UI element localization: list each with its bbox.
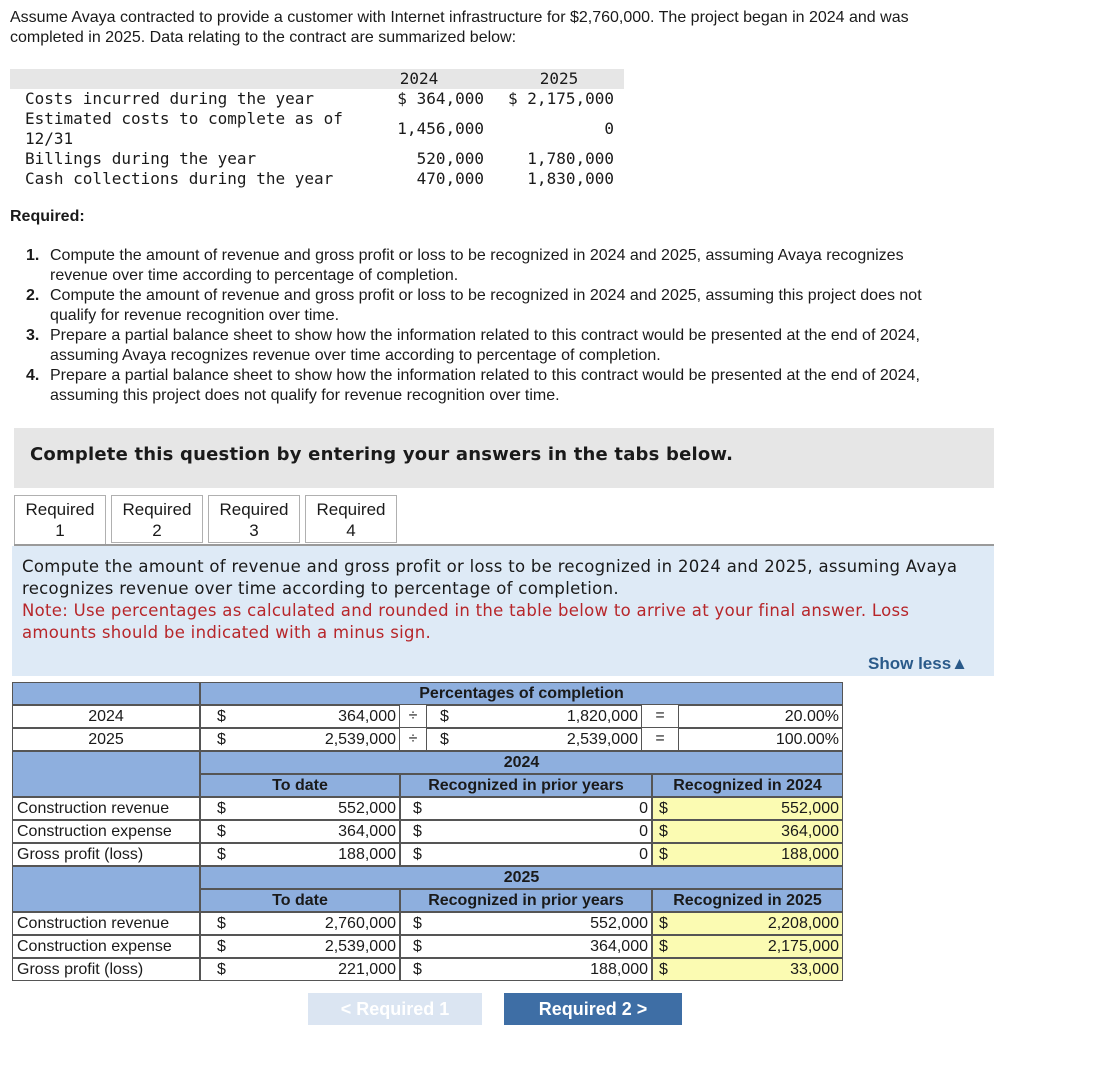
value-2025: 0 — [604, 119, 614, 138]
dollar-sign: $ — [217, 938, 226, 955]
divide-sign: ÷ — [400, 705, 426, 728]
pct-numerator-cell — [200, 728, 400, 751]
dollar-sign: $ — [413, 800, 422, 817]
header-2025: 2025 — [539, 69, 579, 88]
panel-instruction: Compute the amount of revenue and gross profit or loss to be recognized in 2024 and 2025, assuming Avaya recognizes revenue over time according to percentage of completion. — [22, 557, 958, 598]
panel-note: Note: Use percentages as calculated and rounded in the table below to arrive at your final answer. Loss amounts should be indicated with a minus sign. — [22, 601, 910, 642]
req-text: Compute the amount of revenue and gross profit or loss to be recognized in 2024 and 2025, assuming this project does not qualify for revenue recognition over time. — [50, 287, 922, 324]
dollar-sign: $ — [659, 915, 668, 932]
prior-value: 0 — [639, 846, 648, 863]
to-date-cell[interactable] — [200, 935, 400, 958]
current-value: 2,208,000 — [767, 915, 839, 932]
value-2024: 1,456,000 — [397, 119, 484, 138]
row-label: Costs incurred during the year — [25, 89, 314, 108]
value-2025: 1,830,000 — [527, 169, 614, 188]
col-prior: Recognized in prior years — [400, 889, 652, 912]
prior-value: 552,000 — [590, 915, 648, 932]
section-year: 2025 — [200, 866, 843, 889]
dollar-sign: $ — [659, 938, 668, 955]
value-2025: $ 2,175,000 — [508, 89, 614, 108]
row-label-cont: 12/31 — [25, 129, 74, 148]
row-label: Construction expense — [12, 820, 200, 843]
value-2025: 1,780,000 — [527, 149, 614, 168]
pct-title: Percentages of completion — [200, 682, 843, 705]
row-label: Construction revenue — [12, 797, 200, 820]
to-date-value: 2,539,000 — [324, 938, 396, 955]
requirement-item — [26, 366, 926, 406]
pct-result: 100.00% — [678, 728, 843, 751]
tab-number: 1 — [55, 521, 65, 540]
row-label: Gross profit (loss) — [12, 843, 200, 866]
current-value: 188,000 — [781, 846, 839, 863]
pct-denominator[interactable]: 2,539,000 — [566, 731, 638, 748]
pct-numerator-cell — [200, 705, 400, 728]
requirement-item — [26, 286, 926, 326]
req-number: 4. — [26, 367, 40, 384]
to-date-value: 2,760,000 — [324, 915, 396, 932]
value-2024: 470,000 — [416, 169, 484, 188]
current-cell — [652, 820, 843, 843]
data-table-header — [10, 69, 624, 89]
instruction-panel — [12, 546, 994, 676]
pct-denominator-cell — [426, 705, 642, 728]
row-label: Billings during the year — [25, 149, 257, 168]
prior-value: 188,000 — [590, 961, 648, 978]
value-2024: $ 364,000 — [397, 89, 484, 108]
divide-sign: ÷ — [400, 728, 426, 751]
contract-data-table — [10, 69, 624, 189]
prev-required-1-button[interactable]: < Required 1 — [308, 993, 482, 1025]
row-label: Estimated costs to complete as of — [25, 109, 343, 128]
to-date-value: 221,000 — [338, 961, 396, 978]
prior-value: 0 — [639, 800, 648, 817]
prior-cell[interactable] — [400, 912, 652, 935]
req-text: Prepare a partial balance sheet to show how the information related to this contract would be presented at the end of 2024, assuming this project does not qualify for revenue recognition over time. — [50, 367, 920, 404]
tab-required-3[interactable] — [208, 495, 300, 543]
dollar-sign: $ — [217, 731, 226, 748]
requirement-item — [26, 246, 926, 286]
to-date-value: 364,000 — [338, 823, 396, 840]
blank-header — [12, 866, 200, 912]
dollar-sign: $ — [217, 915, 226, 932]
tab-label: Required — [122, 500, 192, 519]
current-value: 364,000 — [781, 823, 839, 840]
to-date-cell[interactable] — [200, 958, 400, 981]
blank-header — [12, 682, 200, 705]
to-date-cell[interactable] — [200, 797, 400, 820]
dollar-sign: $ — [659, 961, 668, 978]
row-label: Gross profit (loss) — [12, 958, 200, 981]
next-required-2-button[interactable]: Required 2 > — [504, 993, 682, 1025]
prior-cell[interactable] — [400, 843, 652, 866]
dollar-sign: $ — [413, 961, 422, 978]
current-value: 552,000 — [781, 800, 839, 817]
data-row — [10, 89, 624, 109]
tab-label: Required — [219, 500, 289, 519]
current-value: 33,000 — [790, 961, 839, 978]
col-to-date: To date — [200, 889, 400, 912]
pct-numerator[interactable]: 364,000 — [338, 708, 396, 725]
row-label: Construction expense — [12, 935, 200, 958]
requirements-list — [26, 246, 926, 406]
equals-sign: = — [642, 728, 678, 751]
current-cell — [652, 912, 843, 935]
dollar-sign: $ — [413, 938, 422, 955]
col-current: Recognized in 2024 — [652, 774, 843, 797]
dollar-sign: $ — [659, 846, 668, 863]
header-2024: 2024 — [399, 69, 439, 88]
current-value: 2,175,000 — [767, 938, 839, 955]
prior-cell[interactable] — [400, 958, 652, 981]
tab-required-1[interactable] — [14, 495, 106, 545]
to-date-value: 552,000 — [338, 800, 396, 817]
prior-cell[interactable] — [400, 820, 652, 843]
section-year: 2024 — [200, 751, 843, 774]
prior-value: 364,000 — [590, 938, 648, 955]
data-row — [10, 109, 624, 138]
panel-text — [22, 556, 977, 644]
tab-required-4[interactable] — [305, 495, 397, 543]
req-text: Compute the amount of revenue and gross profit or loss to be recognized in 2024 and 2025, assuming Avaya recognizes revenue over time according to percentage of completion. — [50, 247, 904, 284]
req-number: 2. — [26, 287, 40, 304]
col-to-date: To date — [200, 774, 400, 797]
dollar-sign: $ — [659, 800, 668, 817]
dollar-sign: $ — [659, 823, 668, 840]
tab-label: Required — [25, 500, 95, 519]
to-date-cell[interactable] — [200, 820, 400, 843]
to-date-value: 188,000 — [338, 846, 396, 863]
pct-year: 2025 — [12, 728, 200, 751]
current-cell — [652, 843, 843, 866]
requirement-item — [26, 326, 926, 366]
current-cell — [652, 958, 843, 981]
pct-denominator[interactable]: 1,820,000 — [566, 708, 638, 725]
data-row — [10, 169, 624, 189]
blank-header — [12, 751, 200, 797]
dollar-sign: $ — [440, 708, 449, 725]
dollar-sign: $ — [217, 800, 226, 817]
required-heading: Required: — [10, 208, 85, 225]
dollar-sign: $ — [440, 731, 449, 748]
data-row — [10, 149, 624, 169]
worksheet — [12, 682, 842, 982]
show-less-link[interactable]: Show less▲ — [868, 654, 968, 673]
instructions-banner — [14, 428, 994, 488]
equals-sign: = — [642, 705, 678, 728]
row-label: Construction revenue — [12, 912, 200, 935]
banner-text: Complete this question by entering your answers in the tabs below. — [30, 444, 734, 465]
data-row — [10, 129, 624, 149]
current-cell — [652, 797, 843, 820]
dollar-sign: $ — [217, 961, 226, 978]
tab-number: 4 — [346, 521, 356, 540]
tab-required-2[interactable] — [111, 495, 203, 543]
prior-value: 0 — [639, 823, 648, 840]
dollar-sign: $ — [217, 823, 226, 840]
req-number: 1. — [26, 247, 40, 264]
req-number: 3. — [26, 327, 40, 344]
prior-cell[interactable] — [400, 935, 652, 958]
pct-denominator-cell — [426, 728, 642, 751]
current-cell — [652, 935, 843, 958]
dollar-sign: $ — [413, 823, 422, 840]
intro-text: Assume Avaya contracted to provide a customer with Internet infrastructure for $2,760,000. The project began in 2024 and was completed in 2025. Data relating to the contract are summarized below: — [10, 9, 909, 46]
tab-number: 2 — [152, 521, 162, 540]
to-date-cell[interactable] — [200, 912, 400, 935]
pct-year: 2024 — [12, 705, 200, 728]
col-current: Recognized in 2025 — [652, 889, 843, 912]
dollar-sign: $ — [217, 846, 226, 863]
dollar-sign: $ — [217, 708, 226, 725]
pct-result: 20.00% — [678, 705, 843, 728]
row-label: Cash collections during the year — [25, 169, 334, 188]
req-text: Prepare a partial balance sheet to show how the information related to this contract would be presented at the end of 2024, assuming Avaya recognizes revenue over time according to percentage of completion. — [50, 327, 920, 364]
prior-cell[interactable] — [400, 797, 652, 820]
tab-label: Required — [316, 500, 386, 519]
dollar-sign: $ — [413, 915, 422, 932]
tab-number: 3 — [249, 521, 259, 540]
col-prior: Recognized in prior years — [400, 774, 652, 797]
to-date-cell[interactable] — [200, 843, 400, 866]
pct-numerator[interactable]: 2,539,000 — [324, 731, 396, 748]
dollar-sign: $ — [413, 846, 422, 863]
value-2024: 520,000 — [416, 149, 484, 168]
